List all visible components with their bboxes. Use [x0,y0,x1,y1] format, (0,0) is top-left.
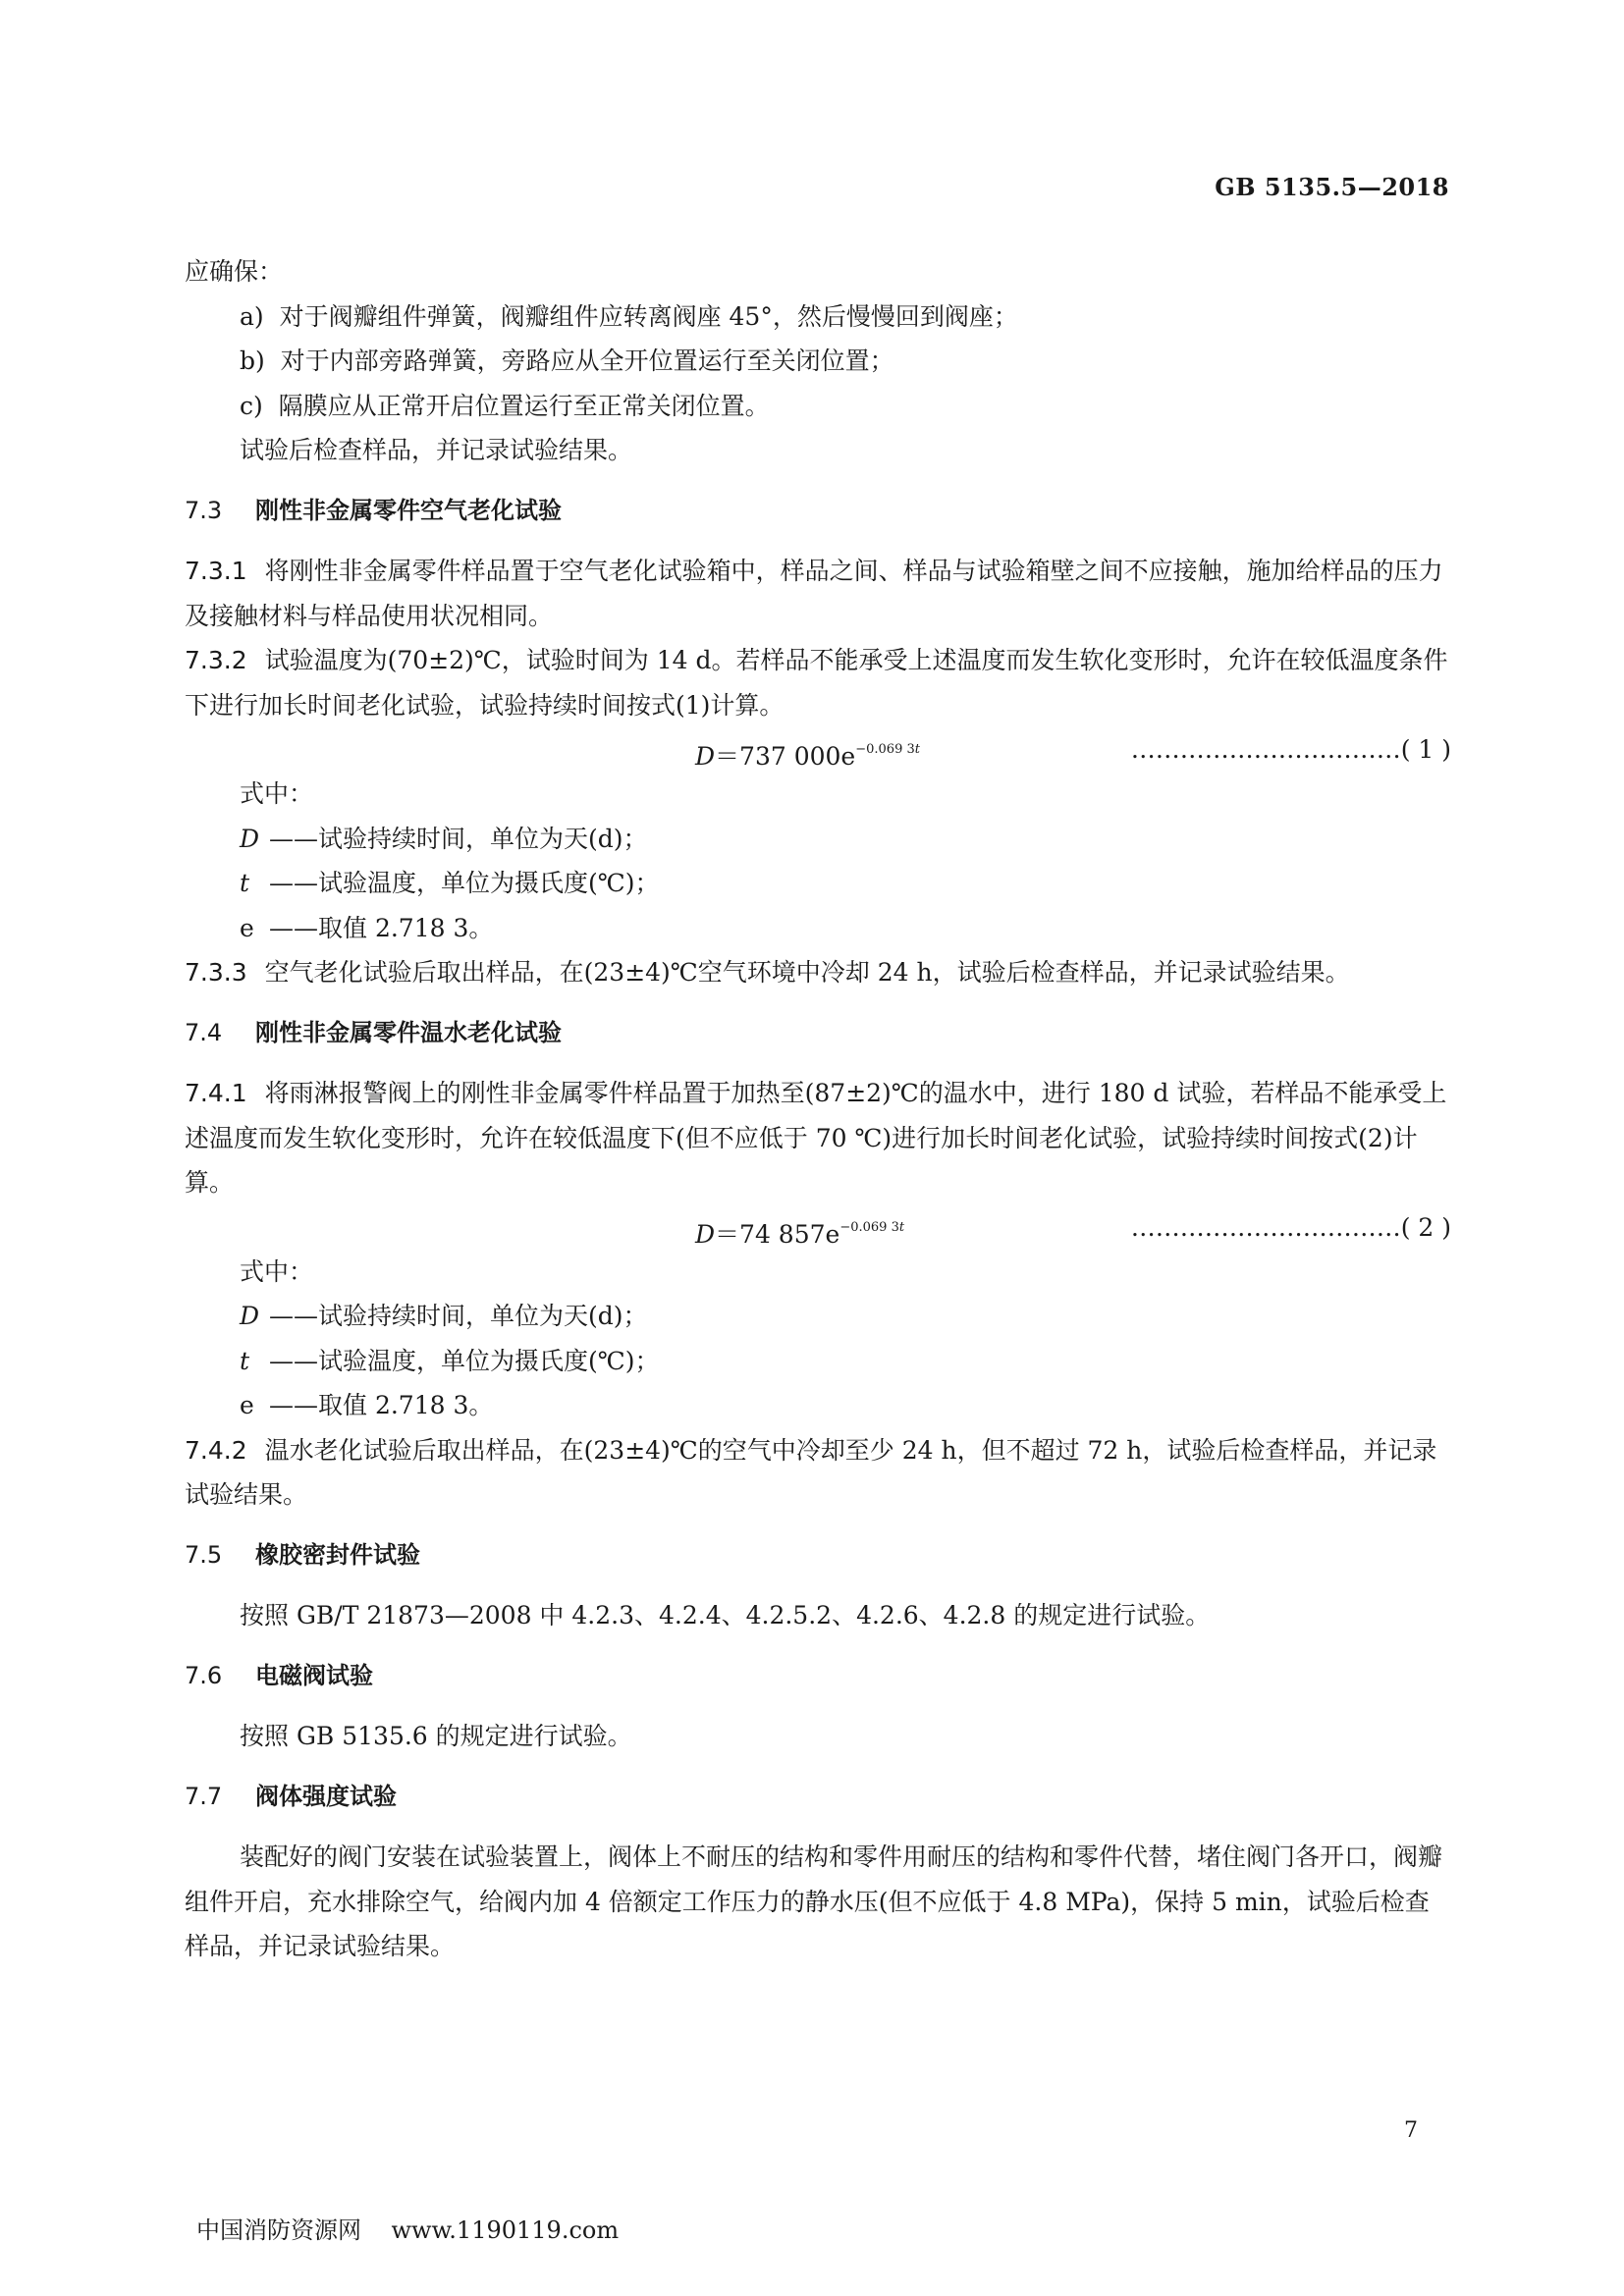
clause-number: 7.4.2 [185,1435,247,1465]
formula-2 [185,1205,1451,1250]
clause-text: 试验温度为(70±2)℃，试验时间为 14 d。若样品不能承受上述温度而发生软化变形时，允许在较低温度条件下进行加长时间老化试验，试验持续时间按式(1)计算。 [185,646,1448,720]
clause-text: 将雨淋报警阀上的刚性非金属零件样品置于加热至(87±2)℃的温水中，进行 180 d 试验，若样品不能承受上述温度而发生软化变形时，允许在较低温度下(但不应低于 70 ℃)进行加长时间老化试验，试验持续时间按式(2)计算。 [185,1079,1447,1197]
list-text: 对于内部旁路弹簧，旁路应从全开位置运行至关闭位置； [280,347,894,375]
list-marker: c) [240,391,263,420]
page-number: 7 [1404,2118,1418,2143]
variable-definition: t ——试验温度，单位为摄氏度(℃)； [240,869,660,897]
variable-definition: D ——试验持续时间，单位为天(d)； [240,824,648,853]
variable-definition: e ——取值 2.718 3。 [240,913,494,942]
where-label: 式中： [240,779,314,808]
clause-7-4-2 [185,1428,1451,1518]
intro-closing: 试验后检查样品，并记录试验结果。 [240,436,633,464]
section-heading-7-7 [185,1775,1451,1820]
clause-text: 温水老化试验后取出样品，在(23±4)℃的空气中冷却至少 24 h，但不超过 72 h，试验后检查样品，并记录试验结果。 [185,1435,1437,1509]
list-marker: b) [240,347,265,375]
section-number: 7.5 [185,1540,223,1569]
section-number: 7.4 [185,1018,223,1046]
section-text-7-5: 按照 GB/T 21873—2008 中 4.2.3、4.2.4、4.2.5.2、4.2.6、4.2.8 的规定进行试验。 [240,1601,1211,1629]
variable-definition: t ——试验温度，单位为摄氏度(℃)； [240,1346,660,1375]
clause-text: 空气老化试验后取出样品，在(23±4)℃空气环境中冷却 24 h，试验后检查样品，并记录试验结果。 [264,958,1350,987]
section-heading-7-3 [185,489,1451,534]
list-item [185,294,1451,340]
list-text: 对于阀瓣组件弹簧，阀瓣组件应转离阀座 45°，然后慢慢回到阀座； [279,301,1018,331]
section-title: 阀体强度试验 [255,1782,397,1810]
section-number: 7.3 [185,496,223,524]
clause-7-4-1 [185,1071,1451,1205]
formula-expression: D＝737 $000e^{-0.069 3t}$ [695,742,920,771]
section-text-7-6: 按照 GB 5135.6 的规定进行试验。 [240,1722,632,1750]
clause-number: 7.3.1 [185,557,247,585]
standard-code: GB 5135.5—2018 [1215,173,1449,201]
list-item [185,384,1451,429]
section-heading-7-4 [185,1011,1451,1056]
clause-7-3-1 [185,549,1451,638]
variable-definition: D ——试验持续时间，单位为天(d)； [240,1302,648,1330]
footer-site-name: 中国消防资源网 [196,2216,361,2244]
formula-1 [185,727,1451,772]
clause-number: 7.4.1 [185,1079,247,1107]
footer-watermark [196,2211,619,2245]
section-title: 刚性非金属零件温水老化试验 [255,1018,562,1046]
variable-definition: e ——取值 2.718 3。 [240,1391,494,1419]
list-marker: a) [240,301,264,331]
formula-number: ……………………………( 2 ) [1130,1212,1451,1242]
formula-expression: D＝74 $857e^{-0.069 3t}$ [695,1219,905,1249]
section-text-7-7: 装配好的阀门安装在试验装置上，阀体上不耐压的结构和零件用耐压的结构和零件代替，堵住阀门各开口，阀瓣组件开启，充水排除空气，给阀内加 4 倍额定工作压力的静水压(但不应低于 4.8 MPa)，保持 5 min，试验后检查样品，并记录试验结果。 [185,1842,1443,1960]
clause-7-3-3 [185,950,1451,995]
section-title: 刚性非金属零件空气老化试验 [255,496,562,524]
clause-number: 7.3.3 [185,958,247,987]
where-label: 式中： [240,1256,314,1286]
section-number: 7.6 [185,1661,223,1689]
list-text: 隔膜应从正常开启位置运行至正常关闭位置。 [278,391,770,420]
clause-number: 7.3.2 [185,646,247,674]
clause-7-3-2 [185,638,1451,727]
page-body [185,249,1451,1969]
section-heading-7-6 [185,1654,1451,1699]
section-title: 电磁阀试验 [255,1661,373,1689]
list-item [185,339,1451,384]
section-number: 7.7 [185,1782,223,1810]
formula-number: ……………………………( 1 ) [1130,735,1451,764]
footer-site-url: www.1190119.com [391,2216,620,2244]
section-heading-7-5 [185,1533,1451,1578]
intro-lead: 应确保： [185,257,284,286]
clause-text: 将刚性非金属零件样品置于空气老化试验箱中，样品之间、样品与试验箱壁之间不应接触，施加给样品的压力及接触材料与样品使用状况相同。 [185,557,1443,630]
section-title: 橡胶密封件试验 [255,1540,420,1569]
